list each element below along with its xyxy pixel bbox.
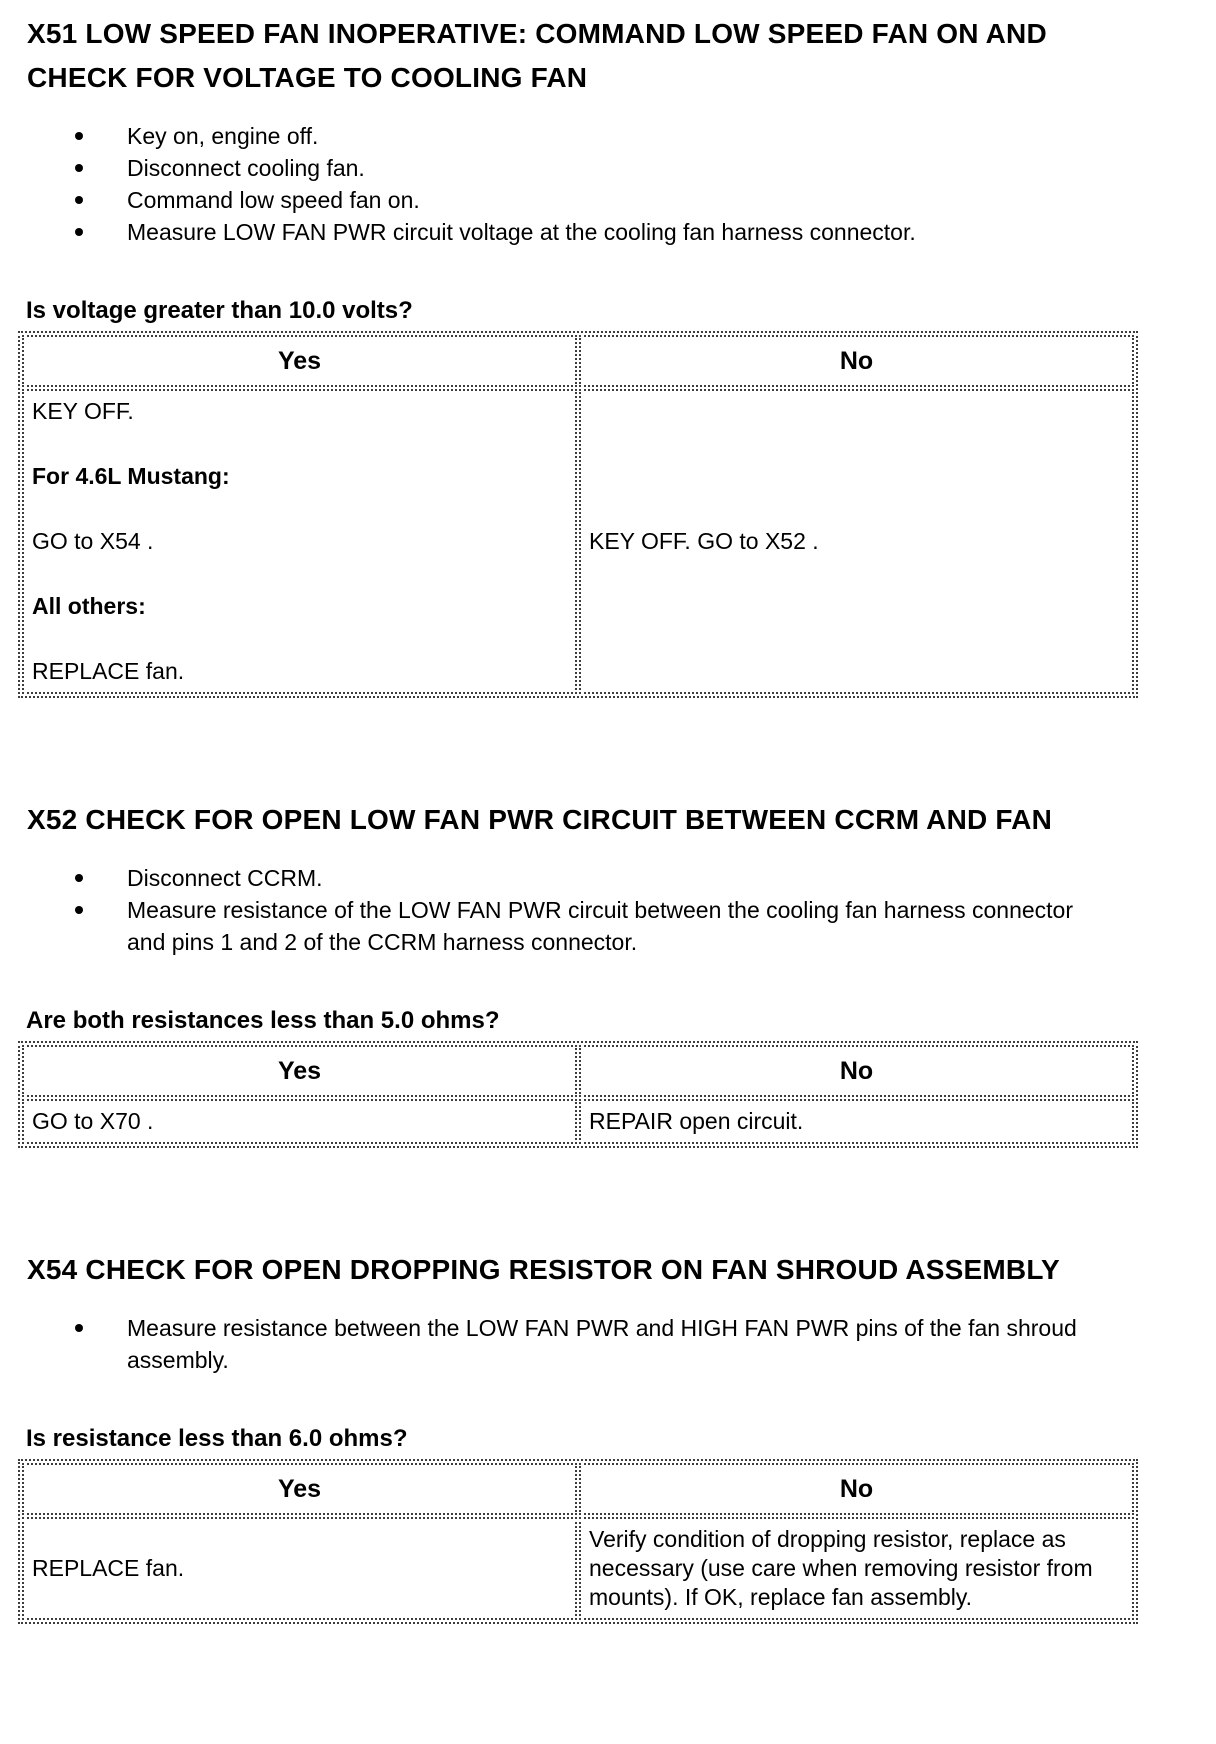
bullet-item — [18, 120, 1138, 152]
yes-result-cell — [22, 389, 577, 694]
table-row — [22, 1517, 1134, 1620]
no-result-cell — [579, 1099, 1134, 1144]
bullet-item — [18, 894, 1138, 958]
bullet-text: Measure LOW FAN PWR circuit voltage at the cooling fan harness connector. — [127, 219, 916, 245]
yes-column-header: Yes — [22, 1463, 577, 1515]
bullet-icon — [75, 906, 83, 914]
step-heading-x52: X52 CHECK FOR OPEN LOW FAN PWR CIRCUIT BETWEEN CCRM AND FAN — [27, 804, 1052, 835]
cell-paragraph: REPLACE fan. — [32, 658, 185, 684]
decision-table-x51 — [18, 331, 1138, 698]
no-result-cell — [579, 389, 1134, 694]
bullet-text: Command low speed fan on. — [127, 187, 420, 213]
yes-result-cell — [22, 1099, 577, 1144]
decision-question: Is resistance less than 6.0 ohms? — [26, 1425, 408, 1452]
cell-paragraph: GO to X70 . — [32, 1108, 154, 1134]
bullet-text: Key on, engine off. — [127, 123, 319, 149]
bullet-item — [18, 1312, 1138, 1376]
step-heading-x54: X54 CHECK FOR OPEN DROPPING RESISTOR ON FAN SHROUD ASSEMBLY — [27, 1254, 1060, 1285]
decision-question: Are both resistances less than 5.0 ohms? — [26, 1007, 500, 1034]
cell-paragraph: REPLACE fan. — [32, 1555, 185, 1581]
test-step-x54 — [18, 1248, 1138, 1624]
cell-paragraph: Verify condition of dropping resistor, replace as necessary (use care when removing resistor from mounts). If OK, replace fan assembly. — [589, 1526, 1093, 1610]
bullet-icon — [75, 196, 83, 204]
cell-paragraph: KEY OFF. — [32, 398, 134, 424]
table-row — [22, 1099, 1134, 1144]
cell-paragraph: GO to X54 . — [32, 528, 154, 554]
bullet-icon — [75, 1324, 83, 1332]
bullet-icon — [75, 228, 83, 236]
decision-question: Is voltage greater than 10.0 volts? — [26, 297, 413, 324]
step-actions-list — [18, 862, 1138, 958]
no-column-header: No — [579, 335, 1134, 387]
bullet-text: Disconnect CCRM. — [127, 865, 323, 891]
bullet-text: Disconnect cooling fan. — [127, 155, 365, 181]
yes-column-header: Yes — [22, 335, 577, 387]
step-heading-x51: X51 LOW SPEED FAN INOPERATIVE: COMMAND LOW SPEED FAN ON AND CHECK FOR VOLTAGE TO COOLING FAN — [27, 18, 1047, 93]
test-step-x52 — [18, 798, 1138, 1148]
bullet-icon — [75, 164, 83, 172]
cell-paragraph: REPAIR open circuit. — [589, 1108, 804, 1134]
bullet-item — [18, 184, 1138, 216]
bullet-text: Measure resistance of the LOW FAN PWR circuit between the cooling fan harness connector and pins 1 and 2 of the CCRM harness connector. — [127, 897, 1073, 955]
pinpoint-test-document — [18, 0, 1138, 1624]
no-column-header: No — [579, 1463, 1134, 1515]
step-actions-list — [18, 120, 1138, 248]
table-row — [22, 389, 1134, 694]
decision-table-x54 — [18, 1459, 1138, 1624]
bullet-text: Measure resistance between the LOW FAN PWR and HIGH FAN PWR pins of the fan shroud assembly. — [127, 1315, 1077, 1373]
cell-paragraph: For 4.6L Mustang: — [32, 463, 230, 489]
bullet-icon — [75, 132, 83, 140]
bullet-item — [18, 216, 1138, 248]
bullet-item — [18, 152, 1138, 184]
bullet-icon — [75, 874, 83, 882]
yes-column-header: Yes — [22, 1045, 577, 1097]
cell-paragraph: All others: — [32, 593, 146, 619]
cell-paragraph: KEY OFF. GO to X52 . — [589, 528, 819, 554]
no-column-header: No — [579, 1045, 1134, 1097]
decision-table-x52 — [18, 1041, 1138, 1148]
yes-result-cell — [22, 1517, 577, 1620]
test-step-x51 — [18, 12, 1138, 698]
no-result-cell — [579, 1517, 1134, 1620]
step-actions-list — [18, 1312, 1138, 1376]
bullet-item — [18, 862, 1138, 894]
